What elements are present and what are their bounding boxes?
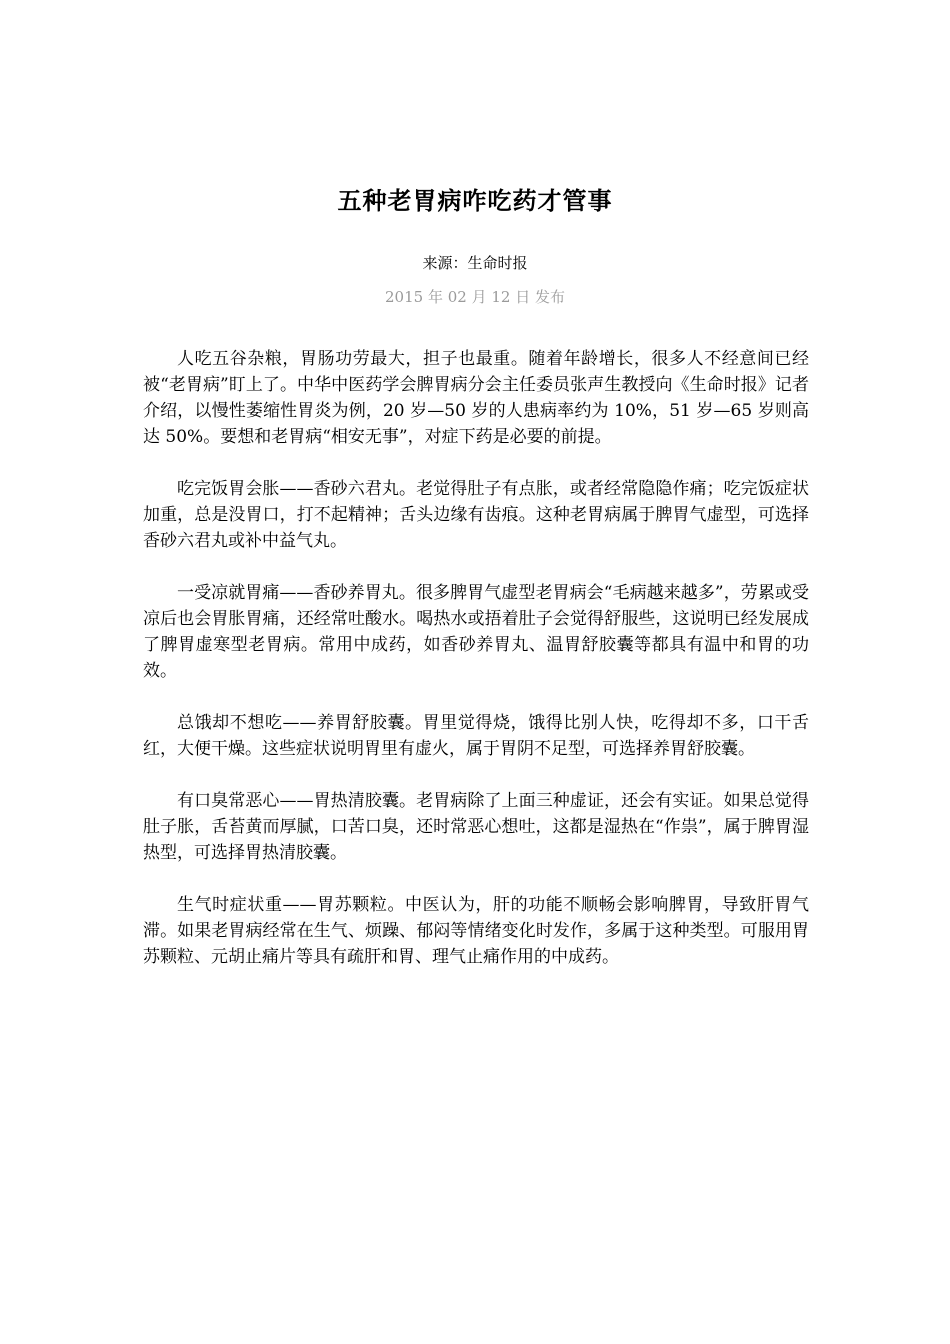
paragraph-anger: 生气时症状重——胃苏颗粒。中医认为，肝的功能不顺畅会影响脾胃，导致肝胃气滞。如果老胃病经常在生气、烦躁、郁闷等情绪变化时发作，多属于这种类型。可服用胃苏颗粒、元胡止痛片等具有疏肝和胃、理气止痛作用的中成药。: [143, 895, 809, 967]
paragraph-bloating: 吃完饭胃会胀——香砂六君丸。老觉得肚子有点胀，或者经常隐隐作痛；吃完饭症状加重，总是没胃口，打不起精神；舌头边缘有齿痕。这种老胃病属于脾胃气虚型，可选择香砂六君丸或补中益气丸。: [143, 479, 809, 551]
paragraph-intro: 人吃五谷杂粮，胃肠功劳最大，担子也最重。随着年龄增长，很多人不经意间已经被“老胃病”盯上了。中华中医药学会脾胃病分会主任委员张声生教授向《生命时报》记者介绍，以慢性萎缩性胃炎为例，20 岁—50 岁的人患病率约为 10%，51 岁—65 岁则高达 50%。要想和老胃病“相安无事”，对症下药是必要的前提。: [143, 349, 809, 447]
paragraph-bad-breath: 有口臭常恶心——胃热清胶囊。老胃病除了上面三种虚证，还会有实证。如果总觉得肚子胀，舌苔黄而厚腻，口苦口臭，还时常恶心想吐，这都是湿热在“作祟”，属于脾胃湿热型，可选择胃热清胶囊。: [143, 791, 809, 863]
paragraph-cold-pain: 一受凉就胃痛——香砂养胃丸。很多脾胃气虚型老胃病会“毛病越来越多”，劳累或受凉后也会胃胀胃痛，还经常吐酸水。喝热水或捂着肚子会觉得舒服些，这说明已经发展成了脾胃虚寒型老胃病。常用中成药，如香砂养胃丸、温胃舒胶囊等都具有温中和胃的功效。: [143, 583, 809, 681]
article-body: [143, 346, 809, 996]
publish-date: 2015 年 02 月 12 日 发布: [385, 288, 565, 306]
article-title: 五种老胃病咋吃药才管事: [337, 187, 613, 215]
article-source: 来源：生命时报: [422, 254, 528, 272]
paragraph-hungry: 总饿却不想吃——养胃舒胶囊。胃里觉得烧，饿得比别人快，吃得却不多，口干舌红，大便干燥。这些症状说明胃里有虚火，属于胃阴不足型，可选择养胃舒胶囊。: [143, 713, 809, 759]
